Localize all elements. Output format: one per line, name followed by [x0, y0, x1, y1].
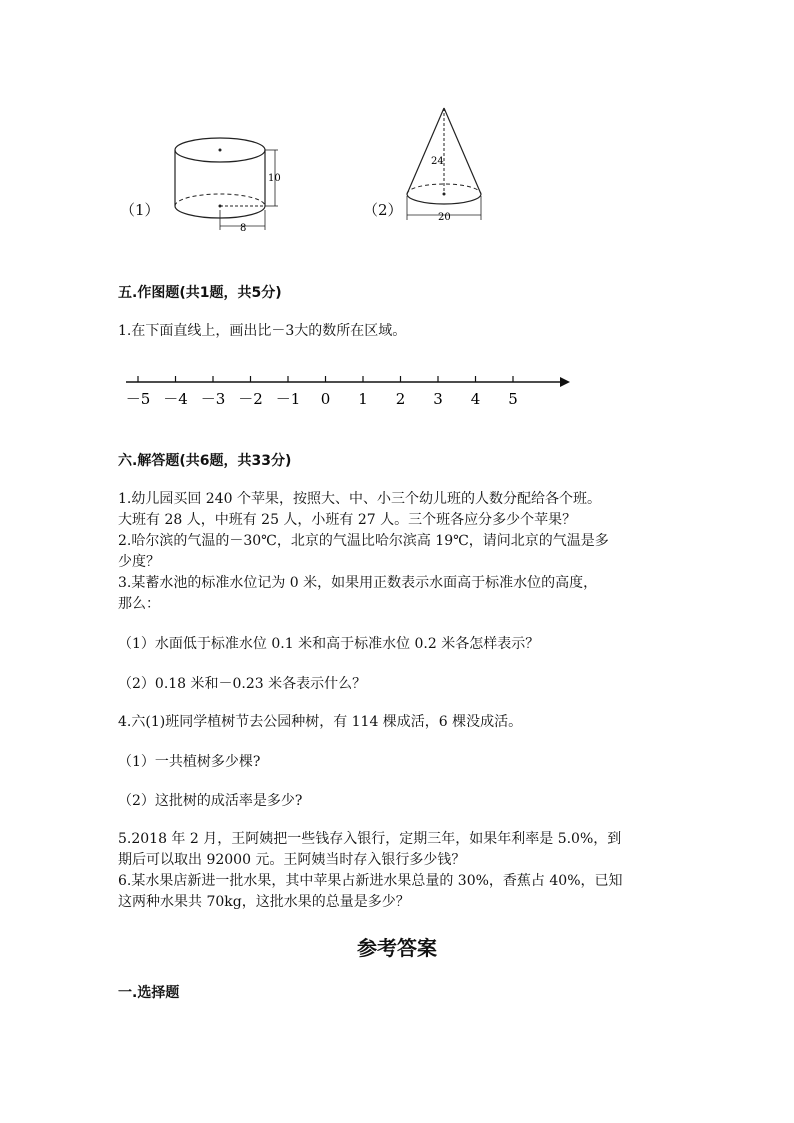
number-line [118, 368, 578, 416]
q6-line-2: 这两种水果共 70kg，这批水果的总量是多少？ [118, 894, 410, 910]
q4-sub-2: （2）这批树的成活率是多少? [118, 793, 303, 809]
number-line-label: 5 [508, 390, 518, 408]
cone-figure [400, 104, 500, 228]
number-line-label: －5 [125, 390, 151, 408]
q3-sub-1: （1）水面低于标准水位 0.1 米和高于标准水位 0.2 米各怎样表示？ [118, 636, 540, 652]
cone-diameter-label: 20 [438, 212, 451, 223]
q2-line-2: 少度？ [118, 554, 160, 570]
number-line-label: －4 [163, 390, 188, 408]
section5-question-1: 1.在下面直线上，画出比－3大的数所在区域。 [118, 323, 407, 339]
q1-line-2: 大班有 28 人，中班有 25 人，小班有 27 人。三个班各应分多少个苹果？ [118, 512, 577, 528]
number-line-label: 4 [470, 390, 481, 408]
q4-line: 4.六(1)班同学植树节去公园种树，有 114 棵成活，6 棵没成活。 [118, 714, 523, 730]
number-line-label: 3 [433, 390, 443, 408]
number-line-label: －2 [238, 390, 263, 408]
q4-sub-1: （1）一共植树多少棵? [118, 754, 261, 770]
q3-line-1: 3.某蓄水池的标准水位记为 0 米，如果用正数表示水面高于标准水位的高度， [118, 575, 598, 591]
q2-line-1: 2.哈尔滨的气温的－30℃，北京的气温比哈尔滨高 19℃，请问北京的气温是多 [118, 533, 609, 549]
figure-2-label: （2） [363, 201, 403, 219]
q3-sub-2: （2）0.18 米和－0.23 米各表示什么？ [118, 676, 367, 692]
section6-title: 六.解答题(共6题，共33分) [118, 453, 292, 469]
section5-title: 五.作图题(共1题，共5分) [118, 285, 282, 301]
cone-height-label: 24 [431, 156, 444, 167]
number-line-label: －3 [200, 390, 226, 408]
figure-1-label: （1） [120, 201, 160, 219]
q1-line-1: 1.幼儿园买回 240 个苹果，按照大、中、小三个幼儿班的人数分配给各个班。 [118, 491, 601, 507]
number-line-label: －1 [275, 390, 301, 408]
q6-line-1: 6.某水果店新进一批水果，其中苹果占新进水果总量的 30%，香蕉占 40%，已知 [118, 873, 623, 889]
cylinder-radius-label: 8 [240, 223, 247, 234]
cylinder-figure [160, 120, 300, 240]
number-line-label: 0 [320, 390, 331, 408]
answers-title: 参考答案 [357, 936, 437, 960]
q3-line-2: 那么： [118, 596, 160, 612]
answers-section1-title: 一.选择题 [118, 985, 180, 1001]
q5-line-2: 期后可以取出 92000 元。王阿姨当时存入银行多少钱？ [118, 852, 466, 868]
number-line-label: 2 [395, 390, 406, 408]
cylinder-height-label: 10 [268, 173, 281, 184]
number-line-label: 1 [358, 390, 368, 408]
q5-line-1: 5.2018 年 2 月，王阿姨把一些钱存入银行，定期三年，如果年利率是 5.0%，到 [118, 831, 622, 847]
